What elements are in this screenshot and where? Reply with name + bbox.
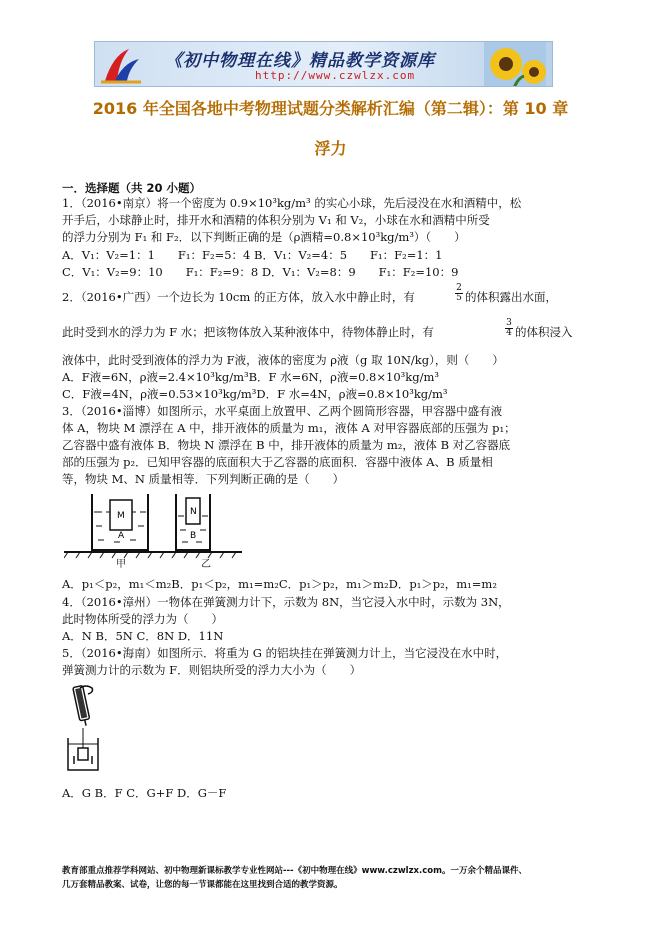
question-1-option: A．V₁：V₂=1：1 F₁：F₂=5：4 B．V₁：V₂=4：5 F₁：F₂=1：1	[62, 248, 443, 262]
banner-url[interactable]: http://www.czwlzx.com	[255, 69, 416, 82]
question-1-text: 1．（2016•南京）将一个密度为 0.9×10³kg/m³ 的实心小球，先后浸没在水和酒精中，松	[62, 196, 522, 210]
label-yi: 乙	[201, 559, 211, 570]
question-3-text: 等，物块 M、N 质量相等．下列判断正确的是（ ）	[62, 472, 345, 486]
question-2-text: 液体中，此时受到液体的浮力为 F液，液体的密度为 ρ液（g 取 10N/kg），则（ ）	[62, 353, 504, 367]
question-4-options: A．N B．5N C．8N D．11N	[62, 629, 224, 643]
fraction-numerator: 3	[506, 318, 512, 328]
question-2-option: C．F液=4N，ρ液=0.53×10³kg/m³D．F 水=4N，ρ液=0.8×10³kg/m³	[62, 387, 448, 401]
fraction-denominator: 5	[456, 293, 462, 303]
question-5-text: 5．（2016•海南）如图所示．将重为 G 的铝块挂在弹簧测力计上，当它浸没在水中时，	[62, 646, 508, 660]
question-1-option: C．V₁：V₂=9：10 F₁：F₂=9：8 D．V₁：V₂=8：9 F₁：F₂=10：9	[62, 265, 459, 279]
label-m: M	[117, 511, 125, 521]
question-3-text: 乙容器中盛有液体 B．物块 N 漂浮在 B 中，排开液体的质量为 m₂，液体 B 对乙容器底	[62, 438, 511, 452]
question-2-text: 的体积露出水面，	[465, 290, 557, 304]
question-1-text: 开手后，小球静止时，排开水和酒精的体积分别为 V₁ 和 V₂，小球在水和酒精中所受	[62, 213, 490, 227]
question-1-text: 的浮力分别为 F₁ 和 F₂．以下判断正确的是（ρ酒精=0.8×10³kg/m³）（ ）	[62, 230, 466, 244]
fraction-two-fifths	[455, 284, 463, 303]
question-4-text: 此时物体所受的浮力为（ ）	[62, 612, 223, 626]
label-jia: 甲	[116, 559, 126, 570]
question-2-text: 此时受到水的浮力为 F 水；把该物体放入某种液体中，待物体静止时，有	[62, 325, 434, 339]
site-logo-icon	[99, 45, 143, 85]
question-3-text: 3．（2016•淄博）如图所示，水平桌面上放置甲、乙两个圆筒形容器，甲容器中盛有液	[62, 404, 503, 418]
question-2-text: 的体积浸入	[515, 325, 573, 339]
banner-title: 《初中物理在线》精品教学资源库	[165, 51, 435, 71]
footer-line: 教育部重点推荐学科网站、初中物理新课标教学专业性网站---《初中物理在线》www.czwlzx.com。一万余个精品课件、	[62, 866, 527, 876]
section-heading: 一．选择题（共 20 小题）	[62, 181, 202, 195]
document-title: 2016 年全国各地中考物理试题分类解析汇编（第二辑）：第 10 章	[92, 99, 569, 118]
label-b: B	[190, 531, 197, 541]
label-a: A	[118, 531, 125, 541]
question-3-text: 部的压强为 p₂．已知甲容器的底面积大于乙容器的底面积．容器中液体 A、B 质量相	[62, 455, 493, 469]
question-4-text: 4．（2016•漳州）一物体在弹簧测力计下，示数为 8N，当它浸入水中时，示数为 3N，	[62, 595, 510, 609]
question-2-option: A．F液=6N，ρ液=2.4×10³kg/m³B．F 水=6N，ρ液=0.8×10³kg/m³	[62, 370, 439, 384]
question-5-options: A．G B．F C．G+F D．G－F	[62, 786, 227, 800]
document-title-line2: 浮力	[314, 139, 347, 158]
question-5-text: 弹簧测力计的示数为 F．则铝块所受的浮力大小为（ ）	[62, 663, 362, 677]
fraction-numerator: 2	[456, 283, 462, 293]
containers-diagram	[64, 490, 244, 570]
sunflower-icon	[484, 42, 546, 87]
fraction-three-fourths	[505, 319, 513, 338]
footer-line: 几万套精品教案、试卷，让您的每一节课都能在这里找到合适的教学资源。	[62, 880, 343, 890]
spring-scale-diagram	[62, 682, 102, 774]
question-3-options: A．p₁＜p₂，m₁＜m₂B．p₁＜p₂，m₁=m₂C．p₁＞p₂，m₁＞m₂D．p₁＞p₂，m₁=m₂	[62, 577, 497, 591]
label-n: N	[190, 507, 197, 517]
fraction-denominator: 4	[506, 328, 512, 338]
page-footer	[62, 864, 527, 892]
question-3-text: 体 A，物块 M 漂浮在 A 中，排开液体的质量为 m₁，液体 A 对甲容器底部的压强为 p₁；	[62, 421, 516, 435]
question-2-text: 2．（2016•广西）一个边长为 10cm 的正方体，放入水中静止时，有	[62, 290, 415, 304]
header-banner	[94, 41, 553, 87]
